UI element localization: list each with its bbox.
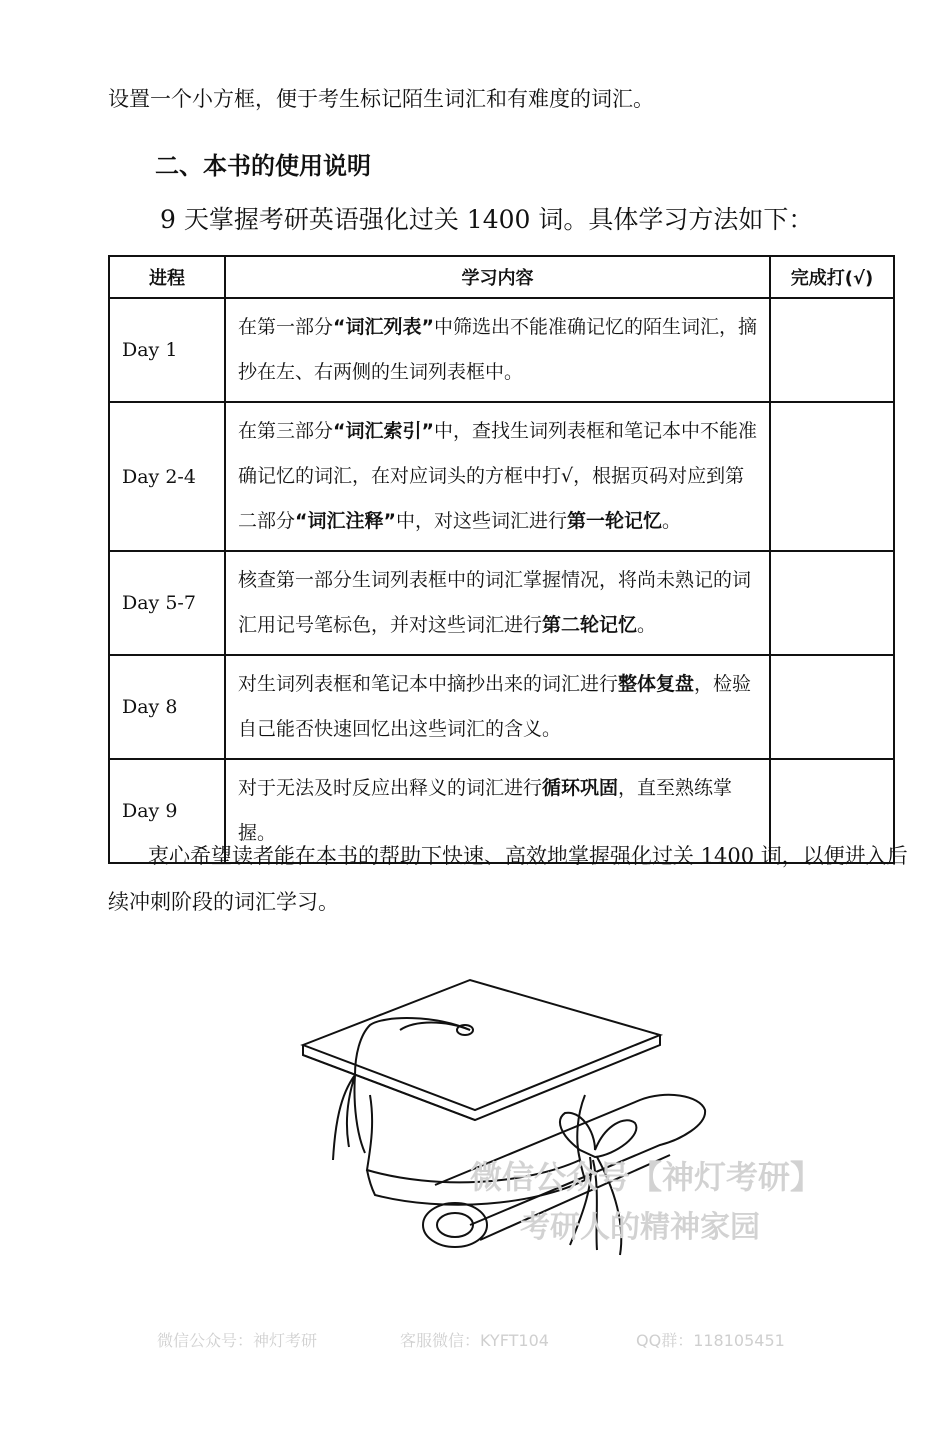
highlight-text: “词汇列表” (333, 316, 434, 338)
table-row (109, 298, 894, 402)
footer-qq: QQ群：118105451 (636, 1331, 785, 1350)
content-text: 对于无法及时反应出释义的词汇进行 (238, 777, 543, 799)
content-text: 在第三部分 (238, 420, 334, 442)
highlight-text: 整体复盘 (618, 673, 695, 695)
table-row (109, 551, 894, 655)
table-header-row (109, 256, 894, 298)
section-heading: 二、本书的使用说明 (155, 152, 371, 180)
footer-wechat: 微信公众号：神灯考研 (157, 1331, 318, 1350)
content-text: 中，查找生词列表框和笔记本中不能准确记忆的词汇，在对应词头的方框中打√，根据页码对应到第二部分 (238, 420, 758, 532)
content-cell (225, 298, 770, 402)
completion-check-cell[interactable] (770, 402, 894, 551)
intro-line: 9 天掌握考研英语强化过关 1400 词。具体学习方法如下： (160, 205, 814, 234)
footer-service: 客服微信：KYFT104 (400, 1331, 549, 1350)
highlight-text: 第一轮记忆 (567, 510, 663, 532)
day-cell: Day 9 (109, 759, 225, 863)
header-content: 学习内容 (225, 256, 770, 298)
top-paragraph: 设置一个小方框，便于考生标记陌生词汇和有难度的词汇。 (108, 87, 654, 111)
content-text: 中，对这些词汇进行 (396, 510, 568, 532)
completion-check-cell[interactable] (770, 655, 894, 759)
highlight-text: 循环巩固 (542, 777, 619, 799)
closing-paragraph: 衷心希望读者能在本书的帮助下快速、高效地掌握强化过关 1400 词，以便进入后续冲刺阶段的词汇学习。 (108, 844, 908, 914)
day-cell: Day 1 (109, 298, 225, 402)
table-row (109, 655, 894, 759)
day-cell: Day 8 (109, 655, 225, 759)
content-cell (225, 655, 770, 759)
completion-check-cell[interactable] (770, 551, 894, 655)
content-text: 在第一部分 (238, 316, 334, 338)
content-text: ，直至熟练掌握。 (238, 777, 733, 844)
graduation-cap-illustration (295, 975, 715, 1305)
completion-check-cell[interactable] (770, 298, 894, 402)
highlight-text: “词汇注释” (295, 510, 396, 532)
highlight-text: “词汇索引” (333, 420, 434, 442)
table-row (109, 402, 894, 551)
content-text: 。 (662, 510, 682, 532)
highlight-text: 第二轮记忆 (542, 614, 638, 636)
content-text: 核查第一部分生词列表框中的词汇掌握情况，将尚未熟记的词汇用记号笔标色，并对这些词汇进行 (238, 569, 752, 636)
watermark-line-1: 微信公众号【神灯考研】 (470, 1158, 823, 1196)
header-progress: 进程 (109, 256, 225, 298)
header-done: 完成打(√) (770, 256, 894, 298)
content-text: 中筛选出不能准确记忆的陌生词汇，摘抄在左、右两侧的生词列表框中。 (238, 316, 758, 383)
content-text: ，检验自己能否快速回忆出这些词汇的含义。 (238, 673, 752, 740)
content-cell (225, 402, 770, 551)
watermark-line-2: 考研人的精神家园 (520, 1210, 760, 1245)
content-text: 。 (637, 614, 657, 636)
study-plan-table (108, 255, 895, 864)
content-cell (225, 551, 770, 655)
day-cell: Day 5-7 (109, 551, 225, 655)
content-text: 对生词列表框和笔记本中摘抄出来的词汇进行 (238, 673, 619, 695)
day-cell: Day 2-4 (109, 402, 225, 551)
table-body (109, 298, 894, 863)
